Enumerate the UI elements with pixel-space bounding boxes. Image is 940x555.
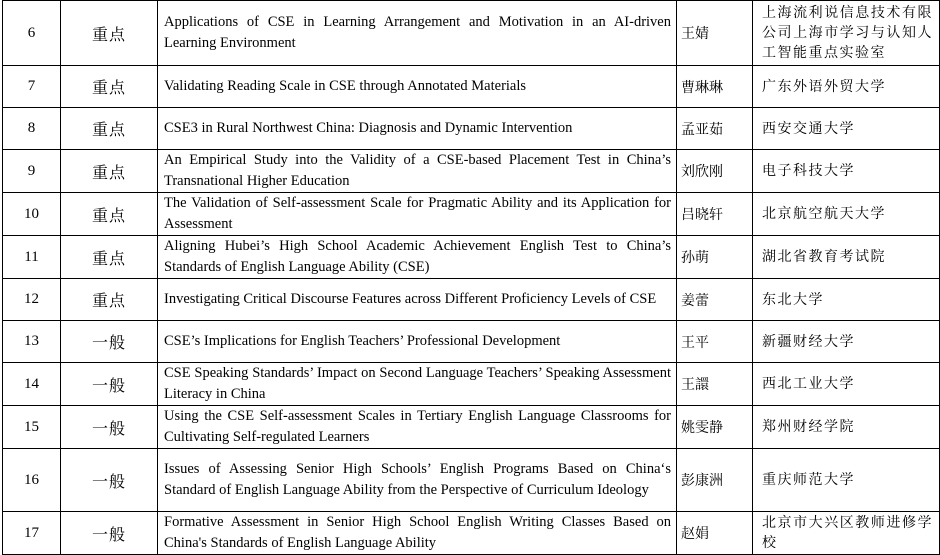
project-title: An Empirical Study into the Validity of a CSE-based Placement Test in China’s Transnational Higher Education xyxy=(158,150,677,193)
project-level: 一般 xyxy=(61,363,158,406)
principal-investigator: 刘欣刚 xyxy=(677,150,753,193)
institution: 西安交通大学 xyxy=(753,108,940,150)
principal-investigator: 彭康洲 xyxy=(677,449,753,512)
project-level: 一般 xyxy=(61,406,158,449)
project-table xyxy=(2,0,940,555)
institution: 东北大学 xyxy=(753,279,940,321)
institution: 重庆师范大学 xyxy=(753,449,940,512)
project-level: 一般 xyxy=(61,321,158,363)
institution: 郑州财经学院 xyxy=(753,406,940,449)
institution: 新疆财经大学 xyxy=(753,321,940,363)
table-row xyxy=(3,193,940,236)
project-level: 重点 xyxy=(61,1,158,66)
row-number: 8 xyxy=(3,108,61,150)
project-title: CSE3 in Rural Northwest China: Diagnosis and Dynamic Intervention xyxy=(158,108,677,150)
project-level: 重点 xyxy=(61,66,158,108)
institution: 广东外语外贸大学 xyxy=(753,66,940,108)
project-title: CSE’s Implications for English Teachers’ Professional Development xyxy=(158,321,677,363)
table-row xyxy=(3,449,940,512)
principal-investigator: 王婧 xyxy=(677,1,753,66)
project-level: 一般 xyxy=(61,449,158,512)
institution: 电子科技大学 xyxy=(753,150,940,193)
project-title: Investigating Critical Discourse Features across Different Proficiency Levels of CSE xyxy=(158,279,677,321)
project-title: Applications of CSE in Learning Arrangement and Motivation in an AI-driven Learning Environment xyxy=(158,1,677,66)
row-number: 16 xyxy=(3,449,61,512)
project-level: 重点 xyxy=(61,193,158,236)
principal-investigator: 吕晓轩 xyxy=(677,193,753,236)
institution: 上海流利说信息技术有限公司上海市学习与认知人工智能重点实验室 xyxy=(753,1,940,66)
project-title: The Validation of Self-assessment Scale for Pragmatic Ability and its Application for Assessment xyxy=(158,193,677,236)
table-row xyxy=(3,1,940,66)
project-title: Aligning Hubei’s High School Academic Achievement English Test to China’s Standards of English Language Ability (CSE) xyxy=(158,236,677,279)
table-row xyxy=(3,150,940,193)
principal-investigator: 姚雯静 xyxy=(677,406,753,449)
row-number: 12 xyxy=(3,279,61,321)
table-row xyxy=(3,363,940,406)
project-level: 重点 xyxy=(61,108,158,150)
table-row xyxy=(3,406,940,449)
project-level: 一般 xyxy=(61,512,158,555)
table-row xyxy=(3,66,940,108)
project-level: 重点 xyxy=(61,236,158,279)
row-number: 13 xyxy=(3,321,61,363)
row-number: 14 xyxy=(3,363,61,406)
table-row xyxy=(3,108,940,150)
row-number: 10 xyxy=(3,193,61,236)
row-number: 11 xyxy=(3,236,61,279)
principal-investigator: 曹琳琳 xyxy=(677,66,753,108)
project-title: CSE Speaking Standards’ Impact on Second Language Teachers’ Speaking Assessment Literacy in China xyxy=(158,363,677,406)
project-title: Issues of Assessing Senior High Schools’ English Programs Based on China‘s Standard of English Language Ability from the Perspective of Curriculum Ideology xyxy=(158,449,677,512)
principal-investigator: 姜蕾 xyxy=(677,279,753,321)
institution: 北京航空航天大学 xyxy=(753,193,940,236)
project-title: Using the CSE Self-assessment Scales in Tertiary English Language Classrooms for Cultivating Self-regulated Learners xyxy=(158,406,677,449)
principal-investigator: 王譞 xyxy=(677,363,753,406)
table-row xyxy=(3,236,940,279)
principal-investigator: 王平 xyxy=(677,321,753,363)
institution: 湖北省教育考试院 xyxy=(753,236,940,279)
principal-investigator: 孟亚茹 xyxy=(677,108,753,150)
row-number: 17 xyxy=(3,512,61,555)
project-title: Formative Assessment in Senior High School English Writing Classes Based on China's Standards of English Language Ability xyxy=(158,512,677,555)
project-level: 重点 xyxy=(61,150,158,193)
project-title: Validating Reading Scale in CSE through Annotated Materials xyxy=(158,66,677,108)
table-row xyxy=(3,512,940,555)
row-number: 7 xyxy=(3,66,61,108)
institution: 西北工业大学 xyxy=(753,363,940,406)
table-row xyxy=(3,321,940,363)
row-number: 15 xyxy=(3,406,61,449)
row-number: 6 xyxy=(3,1,61,66)
table-row xyxy=(3,279,940,321)
principal-investigator: 赵娟 xyxy=(677,512,753,555)
institution: 北京市大兴区教师进修学校 xyxy=(753,512,940,555)
row-number: 9 xyxy=(3,150,61,193)
project-level: 重点 xyxy=(61,279,158,321)
principal-investigator: 孙萌 xyxy=(677,236,753,279)
